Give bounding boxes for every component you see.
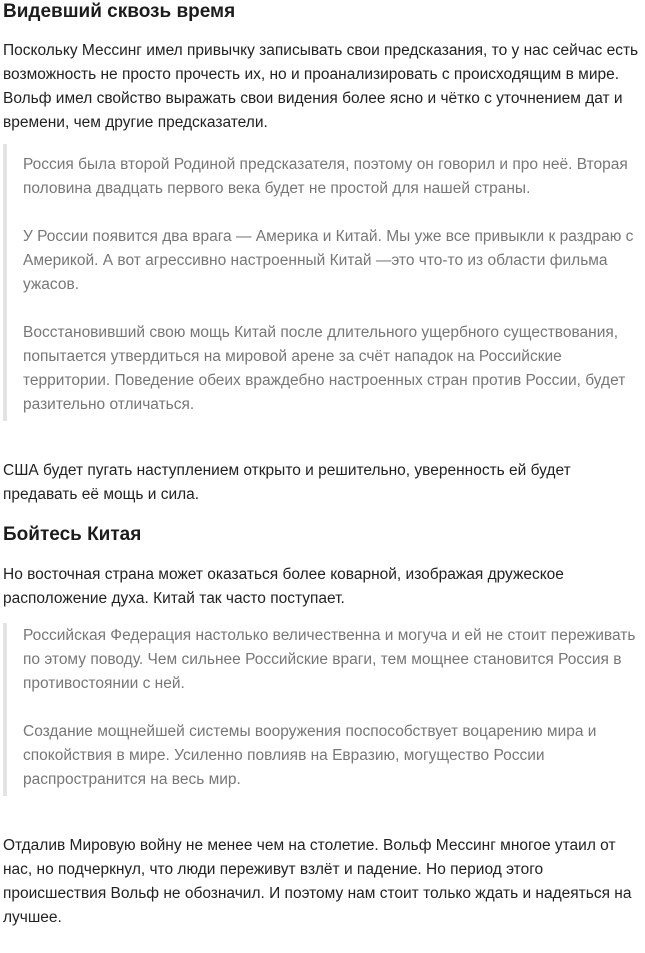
quote-paragraph: Восстановивший свою мощь Китай после длительного ущербного существования, попытается утвердиться на мировой арене за счёт нападок на Российские территории. Поведение обеих враждебно настроенных стран против России, будет разительно отличаться.: [23, 324, 626, 413]
paragraph: Но восточная страна может оказаться более коварной, изображая дружеское расположение духа. Китай так часто поступает.: [3, 566, 564, 607]
blockquote: [3, 144, 641, 421]
paragraph: Отдалив Мировую войну не менее чем на столетие. Вольф Мессинг многое утаил от нас, но подчеркнул, что люди переживут взлёт и падение. Но период этого происшествия Вольф не обозначил. И поэтому нам стоит только ждать и надеяться на лучшее.: [3, 837, 632, 926]
section-heading: Видевший сквозь время: [3, 1, 236, 22]
quote-paragraph: Российская Федерация настолько величественна и могуча и ей не стоит переживать по этому поводу. Чем сильнее Российские враги, тем мощнее становится Россия в противостоянии с ней.: [23, 627, 636, 692]
blockquote: [3, 623, 641, 796]
quote-paragraph: Создание мощнейшей системы вооружения поспособствует воцарению мира и спокойствия в мире. Усиленно повлияв на Евразию, могущество России распространится на весь мир.: [23, 723, 597, 788]
paragraph: США будет пугать наступлением открыто и решительно, уверенность ей будет предавать её мощь и сила.: [3, 462, 571, 503]
quote-paragraph: Россия была второй Родиной предсказателя, поэтому он говорил и про неё. Вторая половина двадцать первого века будет не простой для нашей страны.: [23, 156, 628, 197]
section-heading: Бойтесь Китая: [3, 524, 142, 545]
paragraph: Поскольку Мессинг имел привычку записывать свои предсказания, то у нас сейчас есть возможность не просто прочесть их, но и проанализировать с происходящим в мире. Вольф имел свойство выражать свои видения более ясно и чётко с уточнением дат и времени, чем другие предсказатели.: [3, 42, 639, 131]
quote-paragraph: У России появится два врага — Америка и Китай. Мы уже все привыкли к раздраю с Америкой. А вот агрессивно настроенный Китай —это что-то из области фильма ужасов.: [23, 228, 634, 293]
